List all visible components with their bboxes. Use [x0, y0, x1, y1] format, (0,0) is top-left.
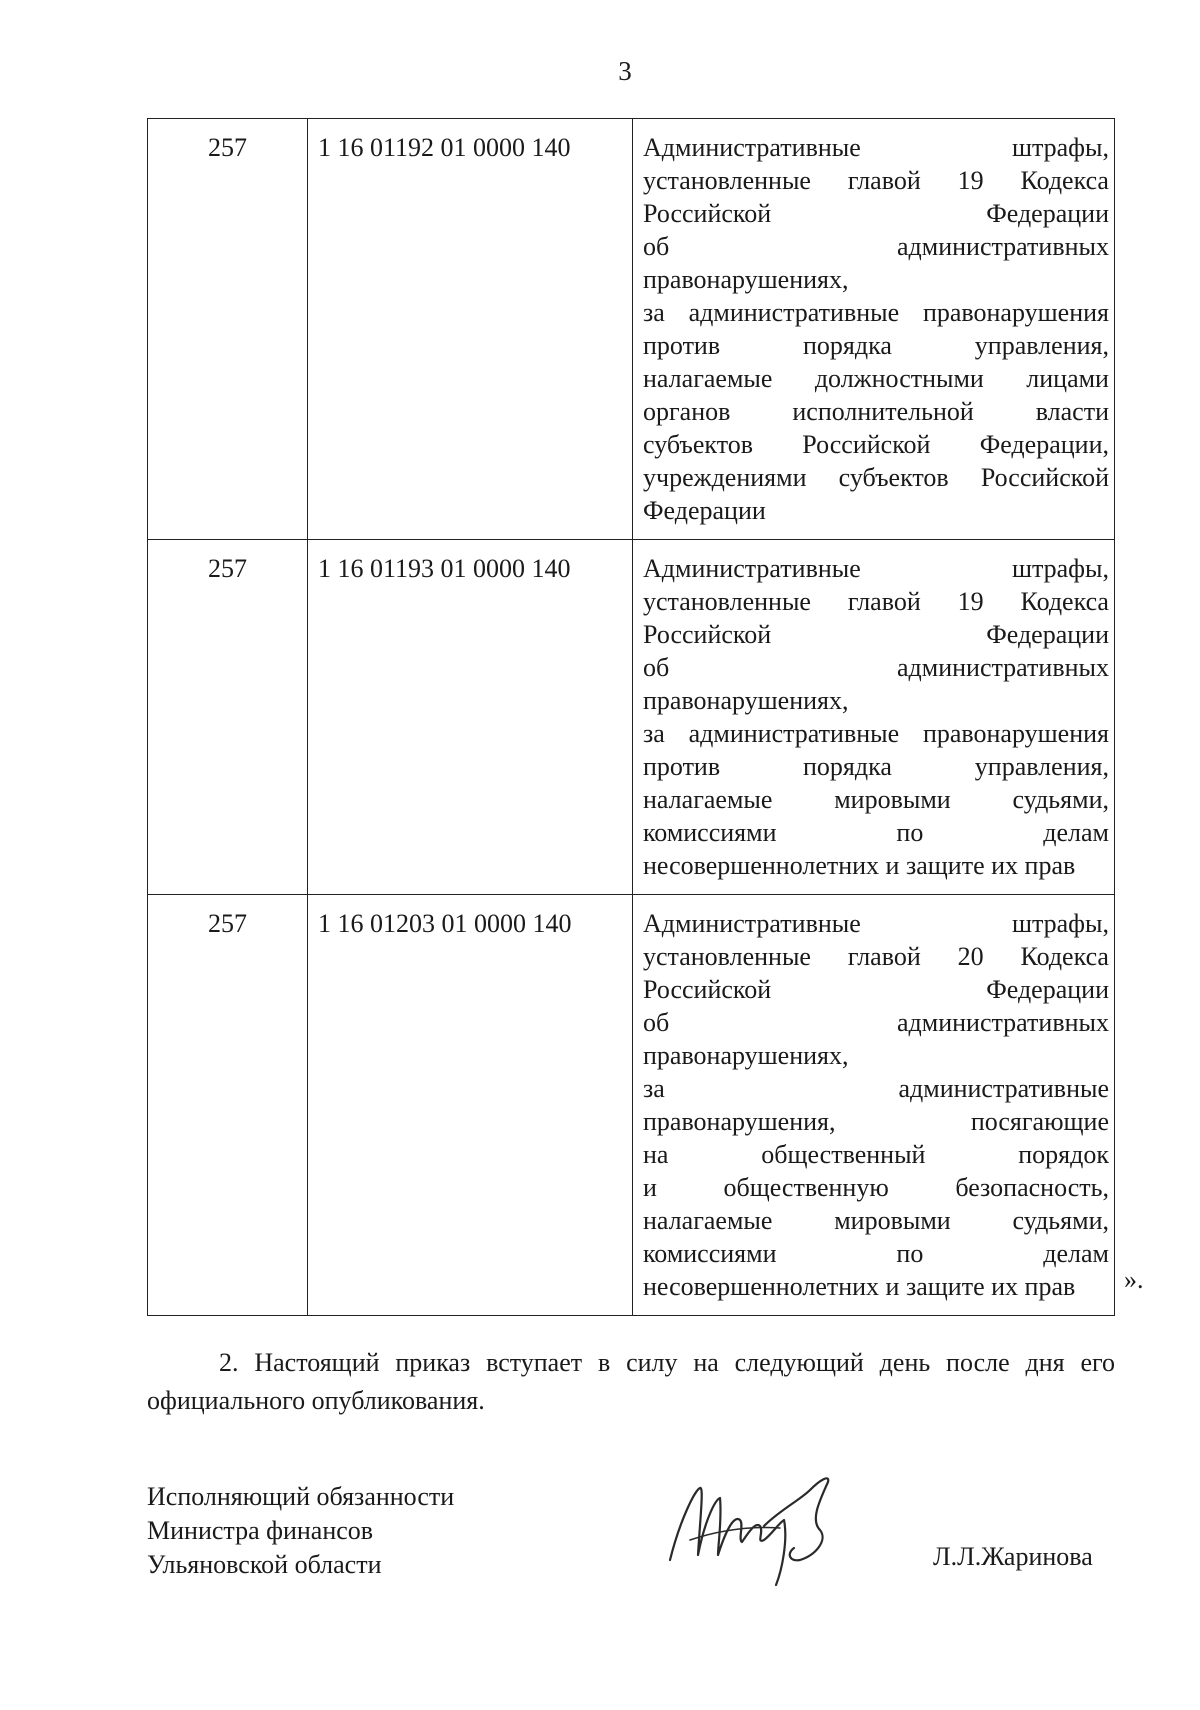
revenue-name-line: правонарушениях,	[643, 1041, 849, 1070]
signer-title-line: Ульяновской области	[147, 1550, 382, 1579]
revenue-name-line: комиссиями по делам	[643, 818, 1109, 847]
revenue-name-line: органов исполнительной власти	[643, 397, 1109, 426]
revenue-name-line: несовершеннолетних и защите их прав	[643, 851, 1076, 880]
budget-classification-code-cell: 1 16 01203 01 0000 140	[308, 895, 633, 1316]
revenue-name-line: Российской Федерации	[643, 199, 1109, 228]
revenue-name-line: за административные правонарушения	[643, 298, 1109, 327]
revenue-name-line: правонарушениях,	[643, 686, 849, 715]
revenue-name-line: об административных	[643, 653, 1109, 682]
revenue-name-line: налагаемые должностными лицами	[643, 364, 1109, 393]
revenue-name-line: Административные штрафы,	[643, 554, 1109, 583]
budget-classification-code-cell: 1 16 01193 01 0000 140	[308, 540, 633, 895]
revenue-name-cell	[633, 119, 1115, 540]
budget-classification-code-cell: 1 16 01192 01 0000 140	[308, 119, 633, 540]
revenue-name-line: Федерации	[643, 496, 766, 525]
revenue-name-line: Российской Федерации	[643, 975, 1109, 1004]
revenue-name-line: об административных	[643, 232, 1109, 261]
signer-title-line: Исполняющий обязанности	[147, 1482, 455, 1511]
revenue-name-line: за административные	[643, 1074, 1109, 1103]
admin-code-cell: 257	[148, 895, 308, 1316]
signer-title-line: Министра финансов	[147, 1516, 374, 1545]
revenue-name-line: об административных	[643, 1008, 1109, 1037]
revenue-name-line: Российской Федерации	[643, 620, 1109, 649]
revenue-name-line: и общественную безопасность,	[643, 1173, 1109, 1202]
closing-quote: ».	[1124, 1265, 1144, 1294]
revenue-name-line: против порядка управления,	[643, 331, 1109, 360]
table-row	[148, 540, 1115, 895]
revenue-name-line: правонарушениях,	[643, 265, 849, 294]
revenue-name-line: установленные главой 19 Кодекса	[643, 587, 1109, 616]
revenue-name-line: установленные главой 20 Кодекса	[643, 942, 1109, 971]
table-row	[148, 119, 1115, 540]
revenue-name-line: несовершеннолетних и защите их прав	[643, 1272, 1076, 1301]
signer-title	[147, 1480, 454, 1582]
revenue-name-line: против порядка управления,	[643, 752, 1109, 781]
revenue-name-line: налагаемые мировыми судьями,	[643, 1206, 1109, 1235]
table-row	[148, 895, 1115, 1316]
page-number: 3	[618, 56, 632, 86]
revenue-name-line: комиссиями по делам	[643, 1239, 1109, 1268]
revenue-name-cell	[633, 540, 1115, 895]
admin-code-cell: 257	[148, 119, 308, 540]
handwritten-signature	[660, 1460, 860, 1590]
revenue-name-cell	[633, 895, 1115, 1316]
admin-code-cell: 257	[148, 540, 308, 895]
signer-name: Л.Л.Жаринова	[933, 1542, 1093, 1571]
revenue-name-line: установленные главой 19 Кодекса	[643, 166, 1109, 195]
revenue-name-line: на общественный порядок	[643, 1140, 1109, 1169]
revenue-name-line: налагаемые мировыми судьями,	[643, 785, 1109, 814]
revenue-name-line: Административные штрафы,	[643, 909, 1109, 938]
effective-date-paragraph: 2. Настоящий приказ вступает в силу на следующий день после дня его официального опубликования.	[147, 1348, 1115, 1415]
budget-codes-table	[147, 118, 1115, 1316]
revenue-name-line: учреждениями субъектов Российской	[643, 463, 1109, 492]
revenue-name-line: за административные правонарушения	[643, 719, 1109, 748]
revenue-name-line: Административные штрафы,	[643, 133, 1109, 162]
revenue-name-line: субъектов Российской Федерации,	[643, 430, 1109, 459]
revenue-name-line: правонарушения, посягающие	[643, 1107, 1109, 1136]
